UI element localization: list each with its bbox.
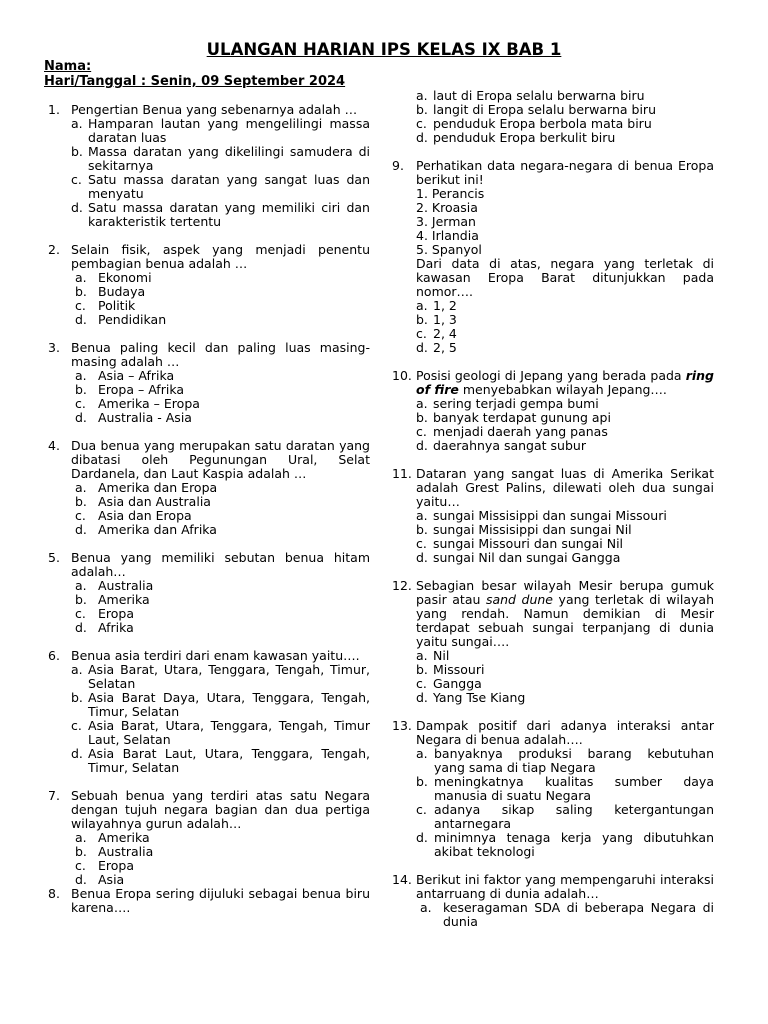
question-10 <box>392 369 714 453</box>
option-b: b. Asia dan Australia <box>75 494 211 509</box>
option-d: d. minimnya tenaga kerja yang dibutuhkan akibat teknologi <box>416 830 714 859</box>
option-a: a. Australia <box>75 578 154 593</box>
question-text: Sebagian besar wilayah Mesir berupa gumuk pasir atau sand dune yang terletak di wilayah yang rendah. Namun demikian di Mesir terdapat sebuah sungai terpanjang di dunia yaitu sungai…. <box>416 578 714 649</box>
question-2 <box>48 243 370 327</box>
option-a: a. keseragaman SDA di beberapa Negara di dunia <box>420 900 714 929</box>
question-8-options <box>392 89 714 145</box>
option-d: d. sungai Nil dan sungai Gangga <box>416 550 621 565</box>
question-text: Selain fisik, aspek yang menjadi penentu pembagian benua adalah … <box>71 242 370 271</box>
option-a: a. Asia – Afrika <box>75 368 175 383</box>
option-c: c. Gangga <box>416 676 482 691</box>
question-6 <box>48 649 370 775</box>
option-d: d. 2, 5 <box>416 340 457 355</box>
option-a: a. Asia Barat, Utara, Tenggara, Tengah, Timur, Selatan <box>71 662 370 691</box>
question-text: Perhatikan data negara-negara di benua Eropa berikut ini! <box>416 158 714 187</box>
list-item: 4. Irlandia <box>416 228 479 243</box>
question-number: 8. <box>48 886 60 901</box>
question-number: 1. <box>48 102 60 117</box>
option-a: a. Amerika <box>75 830 150 845</box>
option-b: b. Amerika <box>75 592 150 607</box>
question-text: Dampak positif dari adanya interaksi antar Negara di benua adalah…. <box>416 718 714 747</box>
right-column <box>392 89 714 929</box>
option-c: c. adanya sikap saling ketergantungan antarnegara <box>416 802 714 831</box>
question-number: 2. <box>48 242 60 257</box>
question-text: Berikut ini faktor yang mempengaruhi interaksi antarruang di dunia adalah… <box>416 872 714 901</box>
option-c: c. menjadi daerah yang panas <box>416 424 608 439</box>
option-a: a. Nil <box>416 648 450 663</box>
option-c: c. Amerika – Eropa <box>75 396 200 411</box>
question-text: Sebuah benua yang terdiri atas satu Negara dengan tujuh negara bagian dan dua pertiga wilayahnya gurun adalah… <box>71 788 370 831</box>
option-c: c. 2, 4 <box>416 326 457 341</box>
option-c: c. Asia Barat, Utara, Tenggara, Tengah, Timur Laut, Selatan <box>71 718 370 747</box>
question-13 <box>392 719 714 859</box>
option-d: d. penduduk Eropa berkulit biru <box>416 130 616 145</box>
date-field-label: Hari/Tanggal : Senin, 09 September 2024 <box>44 74 346 89</box>
question-number: 9. <box>392 158 404 173</box>
option-a: a. Amerika dan Eropa <box>75 480 218 495</box>
option-b: b. Asia Barat Daya, Utara, Tenggara, Tengah, Timur, Selatan <box>71 690 370 719</box>
option-d: d. Amerika dan Afrika <box>75 522 217 537</box>
option-d: d. Yang Tse Kiang <box>416 690 526 705</box>
question-5 <box>48 551 370 635</box>
option-b: b. meningkatnya kualitas sumber daya manusia di suatu Negara <box>416 774 714 803</box>
option-a: a. Hamparan lautan yang mengelilingi massa daratan luas <box>71 116 370 145</box>
option-b: b. 1, 3 <box>416 312 457 327</box>
list-item: 1. Perancis <box>416 186 485 201</box>
option-c: c. Eropa <box>75 858 135 873</box>
question-3 <box>48 341 370 425</box>
option-b: b. Missouri <box>416 662 485 677</box>
question-11 <box>392 467 714 565</box>
question-text: Posisi geologi di Jepang yang berada pada ring of fire menyebabkan wilayah Jepang…. <box>416 368 714 397</box>
option-c: c. Politik <box>75 298 136 313</box>
option-b: b. banyak terdapat gunung api <box>416 410 611 425</box>
list-item: 3. Jerman <box>416 214 476 229</box>
question-number: 6. <box>48 648 60 663</box>
option-b: b. Eropa – Afrika <box>75 382 184 397</box>
list-item: 5. Spanyol <box>416 242 482 257</box>
question-text: Benua paling kecil dan paling luas masing-masing adalah … <box>71 340 370 369</box>
option-b: b. Massa daratan yang dikelilingi samudera di sekitarnya <box>71 144 370 173</box>
question-number: 10. <box>392 368 412 383</box>
question-text: Benua Eropa sering dijuluki sebagai benua biru karena…. <box>71 886 370 915</box>
option-d: d. Asia <box>75 872 125 887</box>
option-b: b. Australia <box>75 844 154 859</box>
option-a: a. sungai Missisippi dan sungai Missouri <box>416 508 667 523</box>
option-c: c. penduduk Eropa berbola mata biru <box>416 116 652 131</box>
question-14 <box>392 873 714 929</box>
question-number: 13. <box>392 718 412 733</box>
option-b: b. langit di Eropa selalu berwarna biru <box>416 102 656 117</box>
question-number: 3. <box>48 340 60 355</box>
question-text: Benua yang memiliki sebutan benua hitam adalah… <box>71 550 370 579</box>
question-number: 4. <box>48 438 60 453</box>
list-item: 2. Kroasia <box>416 200 478 215</box>
left-column <box>48 103 370 915</box>
question-number: 12. <box>392 578 412 593</box>
question-number: 5. <box>48 550 60 565</box>
option-a: a. sering terjadi gempa bumi <box>416 396 599 411</box>
question-text: Dua benua yang merupakan satu daratan yang dibatasi oleh Pegunungan Ural, Selat Dardanela, dan Laut Kaspia adalah … <box>71 438 370 481</box>
option-d: d. Satu massa daratan yang memiliki ciri dan karakteristik tertentu <box>71 200 370 229</box>
option-d: d. Afrika <box>75 620 134 635</box>
question-12 <box>392 579 714 705</box>
page-title: ULANGAN HARIAN IPS KELAS IX BAB 1 <box>206 40 562 59</box>
student-header <box>44 59 345 89</box>
option-a: a. Ekonomi <box>75 270 152 285</box>
question-text: Pengertian Benua yang sebenarnya adalah … <box>71 102 358 117</box>
question-number: 11. <box>392 466 412 481</box>
question-1 <box>48 103 370 229</box>
option-c: c. Eropa <box>75 606 135 621</box>
question-text: Benua asia terdiri dari enam kawasan yaitu…. <box>71 648 360 663</box>
option-d: d. Australia - Asia <box>75 410 192 425</box>
option-b: b. sungai Missisippi dan sungai Nil <box>416 522 632 537</box>
name-field-label: Nama: <box>44 59 92 74</box>
option-b: b. Budaya <box>75 284 146 299</box>
question-8 <box>48 887 370 915</box>
option-a: a. 1, 2 <box>416 298 457 313</box>
question-text-continued: Dari data di atas, negara yang terletak di kawasan Eropa Barat ditunjukkan pada nomor…. <box>416 256 714 299</box>
option-d: d. Asia Barat Laut, Utara, Tenggara, Tengah, Timur, Selatan <box>71 746 370 775</box>
option-c: c. sungai Missouri dan sungai Nil <box>416 536 624 551</box>
question-text: Dataran yang sangat luas di Amerika Serikat adalah Grest Palins, dilewati oleh dua sungai yaitu… <box>416 466 714 509</box>
option-d: d. daerahnya sangat subur <box>416 438 586 453</box>
question-number: 14. <box>392 872 412 887</box>
question-7 <box>48 789 370 887</box>
question-4 <box>48 439 370 537</box>
option-a: a. laut di Eropa selalu berwarna biru <box>416 88 645 103</box>
question-9 <box>392 159 714 355</box>
question-number: 7. <box>48 788 60 803</box>
option-a: a. banyaknya produksi barang kebutuhan yang sama di tiap Negara <box>416 746 714 775</box>
option-d: d. Pendidikan <box>75 312 167 327</box>
option-c: c. Asia dan Eropa <box>75 508 192 523</box>
option-c: c. Satu massa daratan yang sangat luas dan menyatu <box>71 172 370 201</box>
